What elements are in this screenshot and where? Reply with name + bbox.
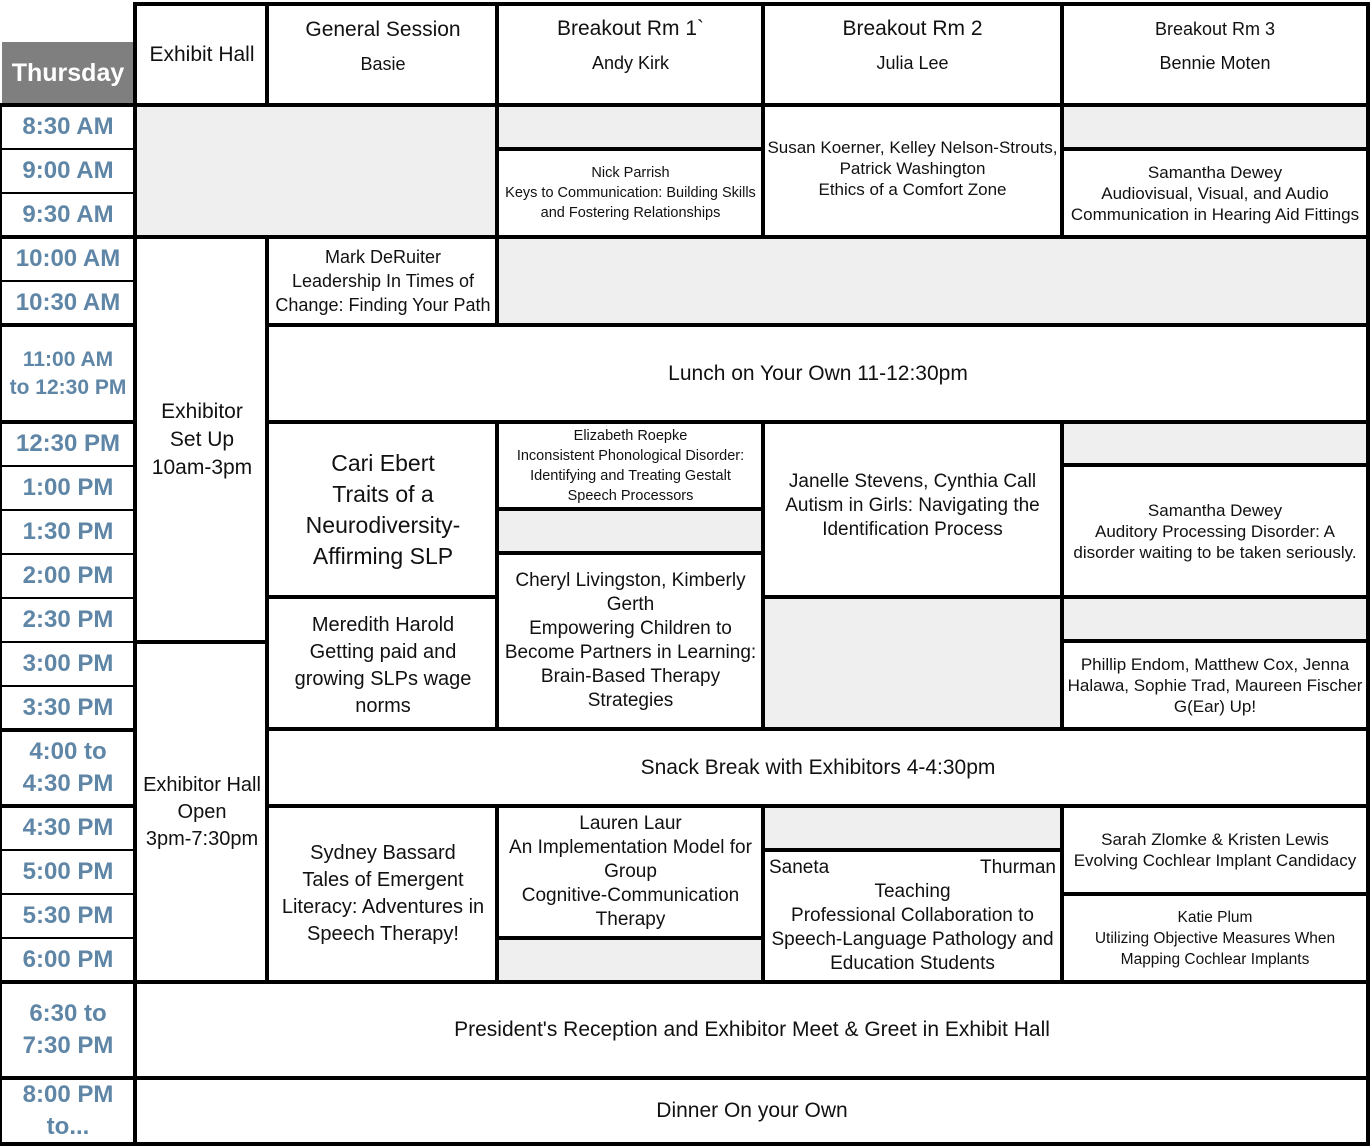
grid-line [266, 323, 1370, 327]
grid-line [761, 595, 1063, 599]
grid-line [1366, 2, 1370, 1146]
grid-line [0, 280, 136, 282]
text-line: Leadership In Times of [291, 271, 475, 291]
session-harold [268, 597, 498, 729]
text-line: Patrick Washington [839, 158, 986, 178]
grid-line [0, 641, 136, 643]
session-nick-parrish [498, 149, 763, 237]
grid-line [1060, 806, 1064, 982]
grid-line [496, 507, 764, 511]
time-line: to... [46, 1113, 90, 1140]
text-line: Elizabeth Roepke [573, 427, 688, 444]
text-line: Meredith Harold [311, 614, 455, 636]
time-label: 1:30 PM [22, 518, 114, 545]
header-room: Basie [360, 53, 406, 74]
text-line: Keys to Communication: Building Skills [505, 185, 756, 201]
header-title: Breakout Rm 1` [556, 16, 705, 40]
time-label [2, 982, 134, 1078]
time-label: 9:30 AM [22, 201, 114, 228]
grid-line [134, 235, 1370, 239]
header-exhibit-hall [136, 4, 268, 105]
grid-line [1060, 2, 1064, 237]
text-line: Mark DeRuiter [324, 247, 442, 267]
grid-line [0, 323, 136, 327]
grid-line [495, 422, 499, 729]
header-room: Julia Lee [876, 52, 949, 73]
text-line: Auditory Processing Disorder: A [1095, 521, 1335, 541]
grid-line [496, 147, 764, 151]
grid-line [495, 806, 499, 982]
dinner-block [136, 1078, 1368, 1144]
text-line: Affirming SLP [312, 542, 454, 569]
session-endom [1062, 641, 1368, 729]
text-line: Dinner On your Own [656, 1099, 848, 1122]
text-line: Saneta Thurman Teaching [769, 857, 1056, 902]
text-line: Gerth [606, 594, 655, 615]
text-line: Katie Plum [1177, 908, 1253, 926]
text-line: Evolving Cochlear Implant Candidacy [1073, 851, 1357, 870]
empty-cell [136, 105, 498, 237]
text-line: Sydney Bassard [310, 842, 456, 864]
text-line: Set Up [169, 427, 235, 451]
text-line: Snack Break with Exhibitors 4-4:30pm [640, 755, 996, 779]
time-label [2, 1078, 134, 1144]
time-line: to 12:30 PM [9, 375, 127, 399]
text-line: Janelle Stevens, Cynthia Call [788, 470, 1037, 492]
text-line: Professional Collaboration to [791, 905, 1034, 926]
time-line: 11:00 AM [22, 347, 114, 371]
header-room: Bennie Moten [1159, 52, 1271, 73]
text-line: 10am-3pm [151, 455, 253, 479]
grid-line [761, 848, 1063, 852]
grid-line [134, 2, 1370, 6]
text-line: Cari Ebert [331, 449, 435, 476]
grid-line [1060, 422, 1064, 729]
text-line: Susan Koerner, Kelley Nelson-Strouts, [767, 137, 1058, 157]
text-line: Lauren Laur [579, 813, 682, 834]
text-line: Change: Finding Your Path [275, 295, 491, 315]
time-label: 10:30 AM [15, 289, 121, 316]
text-line: Exhibitor Hall [143, 773, 261, 796]
time-line: 6:30 to [29, 1000, 107, 1027]
empty-cell [1062, 422, 1368, 465]
grid-line [495, 237, 499, 325]
header-exhibit-hall-label: Exhibit Hall [149, 42, 255, 66]
text-line: Speech Therapy! [307, 923, 459, 945]
exhibitor-hall-open [136, 642, 268, 982]
time-line: 8:00 PM [22, 1081, 114, 1108]
header-breakout-3 [1062, 4, 1368, 105]
text-line: and Fostering Relationships [540, 205, 721, 221]
day-label: Thursday [2, 42, 134, 104]
text-line: Phillip Endom, Matthew Cox, Jenna [1080, 654, 1350, 674]
time-label [2, 730, 134, 806]
time-label [2, 325, 134, 422]
text-line: 3pm-7:30pm [145, 827, 259, 850]
grid-line [496, 551, 764, 555]
grid-line [0, 849, 136, 851]
grid-line [0, 893, 136, 895]
session-livingston [498, 553, 763, 729]
session-bassard [268, 806, 498, 982]
time-line: 7:30 PM [22, 1032, 114, 1059]
grid-line [0, 804, 136, 808]
text-line: Cheryl Livingston, Kimberly [515, 570, 746, 591]
empty-cell [1062, 105, 1368, 149]
grid-line [0, 980, 1370, 984]
snack-break-block [268, 729, 1368, 806]
empty-cell [498, 105, 763, 149]
time-line: 4:30 PM [22, 770, 114, 797]
text-line: Therapy [595, 909, 666, 930]
header-room: Andy Kirk [591, 52, 670, 73]
session-stevens [763, 422, 1062, 597]
grid-line [0, 420, 136, 424]
grid-line [0, 553, 136, 555]
grid-line [761, 422, 765, 729]
grid-line [0, 685, 136, 687]
session-koerner [763, 105, 1062, 237]
time-line: 4:00 to [29, 738, 107, 765]
session-zlomke [1062, 806, 1368, 894]
grid-line [265, 2, 269, 105]
grid-line [0, 148, 136, 150]
text-line: Ethics of a Comfort Zone [818, 179, 1007, 199]
empty-cell [763, 806, 1062, 850]
time-label: 1:00 PM [22, 474, 114, 501]
text-line: Halawa, Sophie Trad, Maureen Fischer [1067, 675, 1363, 695]
time-label: 3:30 PM [22, 694, 114, 721]
header-title: General Session [305, 17, 461, 41]
text-line: Getting paid and [309, 641, 457, 663]
text-line: Speech-Language Pathology and [771, 929, 1054, 950]
time-label: 3:00 PM [22, 650, 114, 677]
text-line: Become Partners in Learning: [504, 642, 757, 663]
text-line: Samantha Dewey [1147, 162, 1283, 182]
grid-line [1060, 147, 1370, 151]
grid-line [761, 806, 765, 982]
text-line: Autism in Girls: Navigating the [785, 494, 1040, 516]
header-breakout-1 [498, 4, 763, 105]
empty-cell [498, 938, 763, 982]
text-line: Literacy: Adventures in [281, 896, 485, 918]
grid-line [0, 105, 2, 1145]
session-deruiter [268, 237, 498, 325]
grid-line [1060, 639, 1370, 643]
grid-line [495, 105, 499, 237]
grid-line [266, 595, 498, 599]
text-line: norms [355, 695, 411, 717]
header-general-session [268, 4, 498, 105]
text-line: G(Ear) Up! [1173, 696, 1257, 716]
grid-line [266, 804, 1370, 808]
text-line: Communication in Hearing Aid Fittings [1070, 204, 1360, 224]
time-label: 8:30 AM [22, 113, 114, 140]
text-line: Audiovisual, Visual, and Audio [1101, 183, 1329, 203]
grid-line [0, 728, 136, 732]
session-plum [1062, 894, 1368, 982]
time-label: 10:00 AM [15, 245, 121, 272]
time-label: 4:30 PM [22, 814, 114, 841]
grid-line [265, 237, 269, 982]
text-line: Exhibitor [161, 399, 243, 423]
text-line: An Implementation Model for [509, 837, 752, 858]
grid-line [495, 2, 499, 105]
session-laur [498, 806, 763, 938]
grid-line [133, 2, 137, 1146]
session-dewey-apd [1062, 465, 1368, 597]
text-line: Utilizing Objective Measures When [1094, 929, 1336, 947]
text-line: Samantha Dewey [1147, 500, 1283, 520]
time-label: 5:30 PM [22, 902, 114, 929]
text-line: Tales of Emergent [302, 869, 464, 891]
text-line: Speech Processors [567, 487, 694, 504]
text-line: President's Reception and Exhibitor Meet & Greet in Exhibit Hall [454, 1018, 1050, 1041]
exhibitor-setup [136, 237, 268, 642]
text-line: Group [604, 861, 657, 882]
text-line: Sarah Zlomke & Kristen Lewis [1101, 830, 1329, 849]
time-label: 5:00 PM [22, 858, 114, 885]
grid-line [496, 936, 764, 940]
time-label: 12:30 PM [15, 430, 121, 457]
text-line: Neurodiversity- [305, 511, 461, 538]
session-roepke [498, 422, 763, 509]
grid-line [0, 597, 136, 599]
text-line: disorder waiting to be taken seriously. [1073, 542, 1357, 562]
text-line: Open [177, 800, 227, 823]
header-title: Breakout Rm 3 [1154, 18, 1276, 39]
text-line: Inconsistent Phonological Disorder: [516, 447, 745, 464]
grid-line [1060, 463, 1370, 467]
empty-cell [498, 237, 1368, 325]
text-line: Nick Parrish [591, 165, 670, 181]
empty-cell [1062, 597, 1368, 641]
session-ebert [268, 422, 498, 597]
grid-line [0, 465, 136, 467]
grid-line [1060, 595, 1370, 599]
text-line: Traits of a [332, 480, 434, 507]
reception-block [136, 982, 1368, 1078]
text-line: Empowering Children to [529, 618, 732, 639]
grid-line [266, 420, 1370, 424]
grid-line [266, 727, 1370, 731]
text-line: Identification Process [822, 518, 1003, 540]
grid-line [761, 2, 765, 237]
text-line: Brain-Based Therapy Strategies [540, 666, 721, 711]
text-line: Lunch on Your Own 11-12:30pm [668, 361, 968, 385]
session-dewey-audiovisual [1062, 149, 1368, 237]
empty-cell [763, 597, 1062, 729]
header-breakout-2 [763, 4, 1062, 105]
grid-line [1060, 892, 1370, 896]
grid-line [0, 1076, 1370, 1080]
grid-line [0, 235, 136, 239]
grid-line [0, 1142, 1370, 1146]
text-line: Cognitive-Communication [521, 885, 740, 906]
lunch-block [268, 325, 1368, 422]
time-label: 6:00 PM [22, 946, 114, 973]
text-line: Education Students [830, 953, 995, 974]
text-line: Identifying and Treating Gestalt [530, 467, 731, 484]
grid-line [0, 103, 1370, 107]
time-label: 9:00 AM [22, 157, 114, 184]
grid-line [0, 937, 136, 939]
header-title: Breakout Rm 2 [842, 16, 983, 40]
text-line: Mapping Cochlear Implants [1120, 950, 1310, 968]
grid-line [134, 640, 268, 644]
grid-line [0, 509, 136, 511]
time-label: 2:30 PM [22, 606, 114, 633]
time-label: 2:00 PM [22, 562, 114, 589]
text-line: growing SLPs wage [294, 668, 472, 690]
session-thurman [763, 850, 1062, 982]
empty-cell [498, 509, 763, 553]
grid-line [0, 192, 136, 194]
